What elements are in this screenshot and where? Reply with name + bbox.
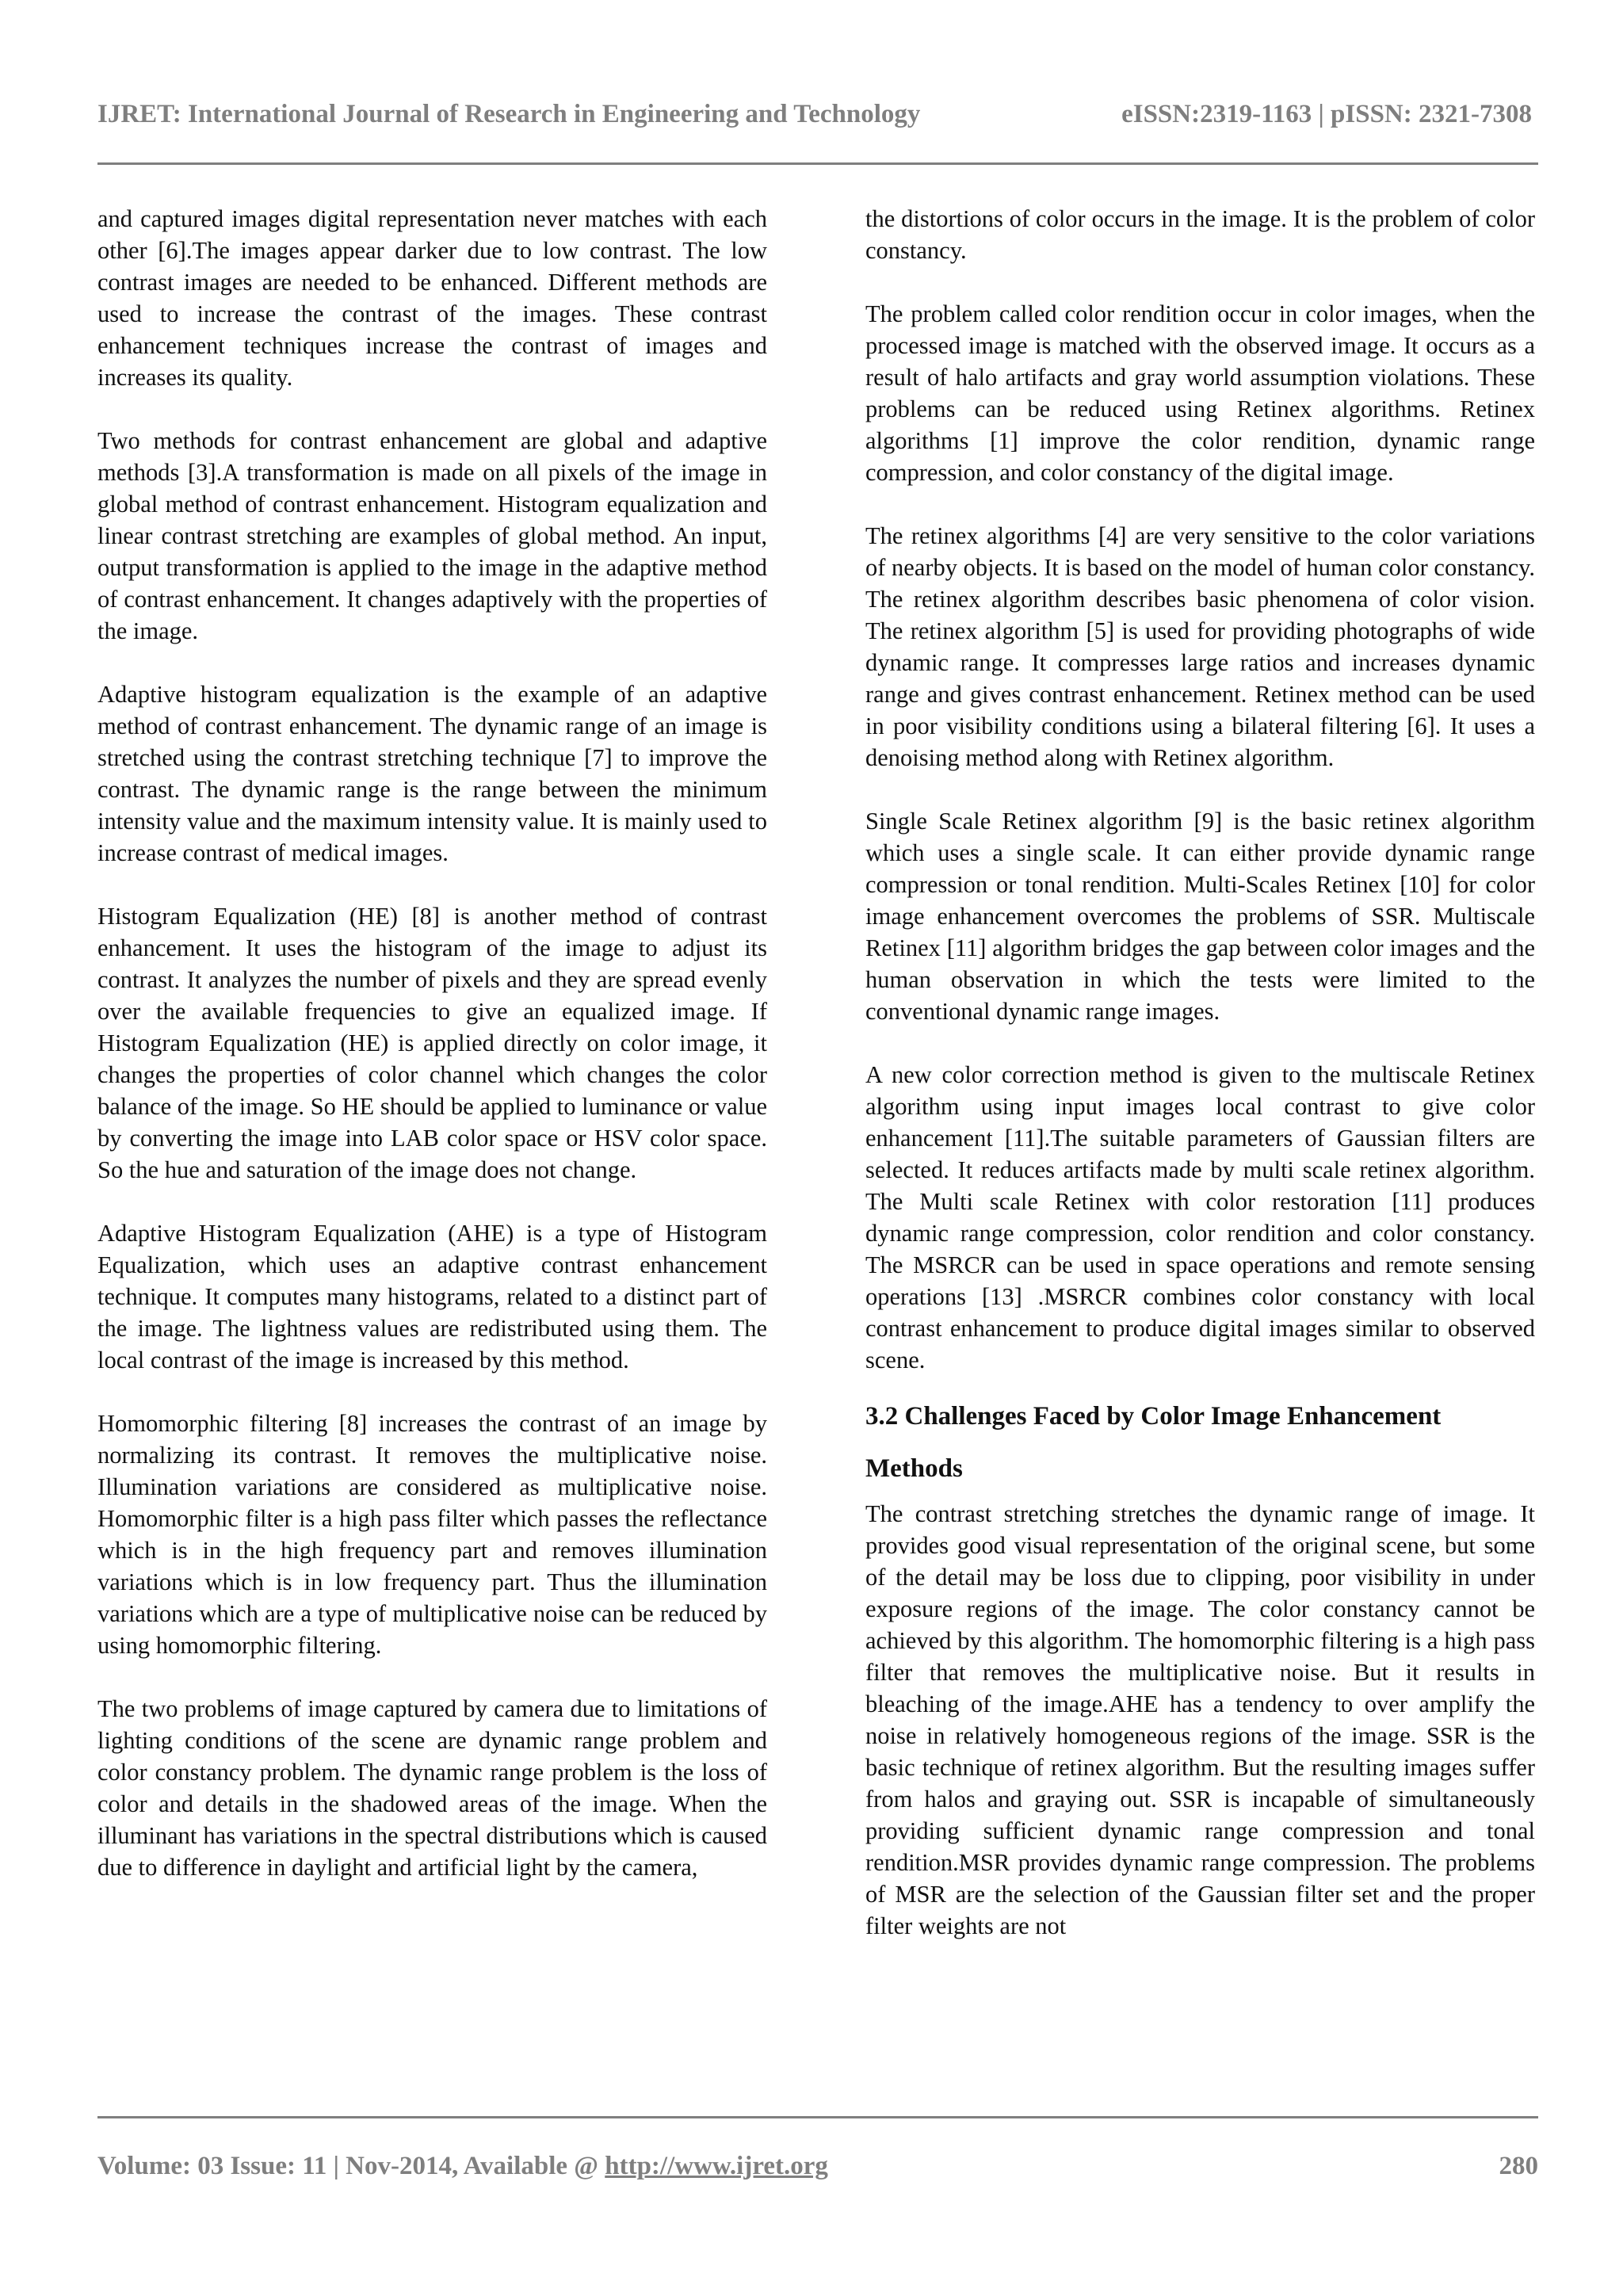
journal-link[interactable]: http://www.ijret.org xyxy=(605,2152,828,2180)
section-heading: 3.2 Challenges Faced by Color Image Enhancement Methods xyxy=(865,1402,1442,1483)
page-footer xyxy=(97,2152,1538,2191)
paragraph: Two methods for contrast enhancement are global and adaptive methods [3].A transformation is made on all pixels of the image in global method of contrast enhancement. Histogram equalization and linear contrast stretching are examples of global method. An input, output transformation is applied to the image in the adaptive method of contrast enhancement. It changes adaptively with the properties of the image. xyxy=(97,427,767,644)
paragraph: The retinex algorithms [4] are very sensitive to the color variations of nearby objects. It is based on the model of human color constancy. The retinex algorithm describes basic phenomena of color vision. The retinex algorithm [5] is used for providing photographs of wide dynamic range. It compresses large ratios and increases dynamic range and gives contrast enhancement. Retinex method can be used in poor visibility conditions using a bilateral filtering [6]. It uses a denoising method along with Retinex algorithm. xyxy=(865,522,1536,771)
footer-divider xyxy=(97,2116,1538,2118)
paragraph: The two problems of image captured by camera due to limitations of lighting conditions of the scene are dynamic range problem and color constancy problem. The dynamic range problem is the loss of color and details in the shadowed areas of the image. When the illuminant has variations in the spectral distributions which is caused due to difference in daylight and artificial light by the camera, xyxy=(97,1695,767,1881)
paragraph: and captured images digital representation never matches with each other [6].The images appear darker due to low contrast. The low contrast images are needed to be enhanced. Different methods are used to increase the contrast of the images. These contrast enhancement techniques increase the contrast of images and increases its quality. xyxy=(97,205,767,391)
right-column xyxy=(865,203,1535,1942)
page-number: 280 xyxy=(1499,2152,1538,2180)
paragraph: A new color correction method is given to the multiscale Retinex algorithm using input images local contrast to give color enhancement [11].The suitable parameters of Gaussian filters are selected. It reduces artifacts made by multi scale retinex algorithm. The Multi scale Retinex with color restoration [11] produces dynamic range compression, color rendition and color constancy. The MSRCR can be used in space operations and remote sensing operations [13] .MSRCR combines color constancy with local contrast enhancement to produce digital images similar to observed scene. xyxy=(865,1061,1535,1373)
left-column xyxy=(97,203,767,1883)
paragraph: Homomorphic filtering [8] increases the contrast of an image by normalizing its contrast. It removes the multiplicative noise. Illumination variations are considered as multiplicative noise. Homomorphic filter is a high pass filter which passes the reflectance which is in the high frequency part and removes illumination variations which is in low frequency part. Thus the illumination variations which are a type of multiplicative noise can be reduced by using homomorphic filtering. xyxy=(97,1410,767,1659)
journal-title: IJRET: International Journal of Research in Engineering and Technology xyxy=(97,100,921,128)
paragraph: Histogram Equalization (HE) [8] is another method of contrast enhancement. It uses the histogram of the image to adjust its contrast. It analyzes the number of pixels and they are spread evenly over the available frequencies to give an equalized image. If Histogram Equalization (HE) is applied directly on color image, it changes the properties of color channel which changes the color balance of the image. So HE should be applied to luminance or value by converting the image into LAB color space or HSV color space. So the hue and saturation of the image does not change. xyxy=(97,903,767,1183)
page-header xyxy=(97,89,1532,136)
volume-text: Volume: 03 Issue: 11 | Nov-2014, Available @ xyxy=(97,2152,605,2180)
paragraph: Single Scale Retinex algorithm [9] is the basic retinex algorithm which uses a single scale. It can either provide dynamic range compression or tonal rendition. Multi-Scales Retinex [10] for color image enhancement overcomes the problems of SSR. Multiscale Retinex [11] algorithm bridges the gap between color images and the human observation in which the tests were limited to the conventional dynamic range images. xyxy=(865,808,1535,1025)
paragraph: The problem called color rendition occur in color images, when the processed image is matched with the observed image. It occurs as a result of halo artifacts and gray world assumption violations. These problems can be reduced using Retinex algorithms. Retinex algorithms [1] improve the color rendition, dynamic range compression, and color constancy of the digital image. xyxy=(865,300,1535,486)
paragraph: Adaptive histogram equalization is the example of an adaptive method of contrast enhancement. The dynamic range of an image is stretched using the contrast stretching technique [7] to improve the contrast. The dynamic range is the range between the minimum intensity value and the maximum intensity value. It is mainly used to increase contrast of medical images. xyxy=(97,681,767,866)
paragraph: the distortions of color occurs in the image. It is the problem of color constancy. xyxy=(865,205,1535,264)
volume-info xyxy=(97,2152,828,2181)
header-divider xyxy=(97,162,1538,165)
paragraph: The contrast stretching stretches the dynamic range of image. It provides good visual representation of the original scene, but some of the detail may be loss due to clipping, poor visibility in under exposure regions of the image. The color constancy cannot be achieved by this algorithm. The homomorphic filtering is a high pass filter that removes the multiplicative noise. But it results in bleaching of the image.AHE has a tendency to over amplify the noise in relatively homogeneous regions of the image. SSR is the basic technique of retinex algorithm. But the resulting images suffer from halos and graying out. SSR is incapable of simultaneously providing sufficient dynamic range compression and tonal rendition.MSR provides dynamic range compression. The problems of MSR are the selection of the Gaussian filter set and the proper filter weights are not xyxy=(865,1500,1535,1939)
issn-label: eISSN:2319-1163 | pISSN: 2321-7308 xyxy=(1121,100,1532,128)
paragraph: Adaptive Histogram Equalization (AHE) is a type of Histogram Equalization, which uses an adaptive contrast enhancement technique. It computes many histograms, related to a distinct part of the image. The lightness values are redistributed using them. The local contrast of the image is increased by this method. xyxy=(97,1220,767,1373)
